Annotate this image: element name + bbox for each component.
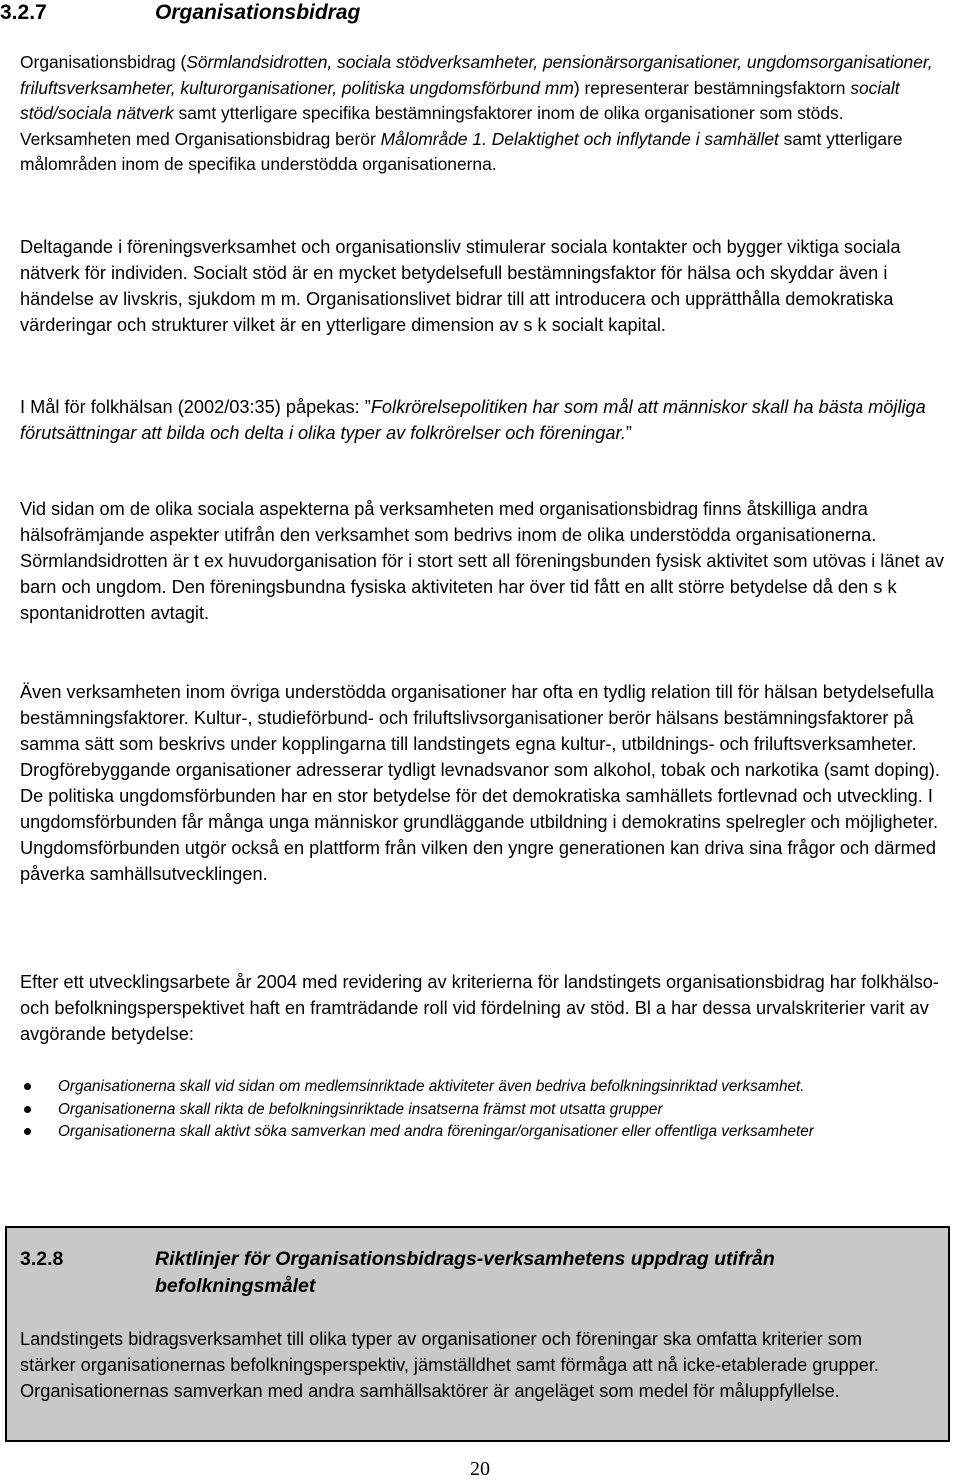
- text-span: I Mål för folkhälsan (2002/03:35) påpekas: ”: [20, 397, 371, 417]
- text-span: samt ytterligare målområden inom de specifika understödda organisationerna.: [20, 128, 903, 174]
- criteria-list: [20, 1076, 940, 1144]
- section-title: Organisationsbidrag: [155, 1, 361, 24]
- list-item-text: Organisationerna skall vid sidan om medlemsinriktade aktiviteter även bedriva befolkningsinriktad verksamhet.: [58, 1078, 805, 1095]
- text-span: Organisationsbidrag (: [20, 52, 187, 72]
- bullet-icon: [24, 1106, 31, 1113]
- list-item-text: Organisationerna skall aktivt söka samverkan med andra föreningar/organisationer eller offentliga verksamheter: [58, 1123, 814, 1140]
- italic-quote: Folkrörelsepolitiken har som mål att människor skall ha bästa möjliga förutsättningar att bilda och delta i olika typer av folkrörelser och föreningar.: [20, 397, 926, 443]
- paragraph-health-aspects: Vid sidan om de olika sociala aspekterna på verksamheten med organisationsbidrag finns åtskilliga andra hälsofrämjande aspekter utifrån den verksamhet som bedrivs inom de olika understödda organisationerna. Sörmlandsidrotten är t ex huvudorganisation för i stort sett all föreningsbunden fysisk aktivitet som utövas i länet av barn och ungdom. Den föreningsbundna fysiska aktiviteten har över tid fått en allt större betydelse då den s k spontanidrotten avtagit.: [20, 499, 944, 623]
- bullet-icon: [24, 1083, 31, 1090]
- guidelines-box: [5, 1226, 950, 1442]
- paragraph-quote: [20, 394, 945, 446]
- box-text: Landstingets bidragsverksamhet till olika typer av organisationer och föreningar ska omfatta kriterier som stärker organisationernas befolkningsperspektiv, jämställdhet samt förmåga att nå icke-etablerade grupper. Organisationernas samverkan med andra samhällsaktörer är angeläget som medel för måluppfyllelse.: [20, 1329, 879, 1401]
- bullet-icon: [24, 1128, 31, 1135]
- section-number: 3.2.7: [0, 1, 47, 24]
- paragraph-criteria: Efter ett utvecklingsarbete år 2004 med revidering av kriterierna för landstingets organisationsbidrag har folkhälso- och befolkningsperspektivet haft en framträdande roll vid fördelning av stöd. Bl a har dessa urvalskriterier varit av avgörande betydelse:: [20, 972, 939, 1044]
- text-span: samt ytterligare specifika bestämningsfaktorer inom de olika organisationer som stöds. Verksamheten med Organisationsbidrag berör: [20, 103, 844, 149]
- box-section-number: 3.2.8: [20, 1248, 64, 1270]
- paragraph-participation: Deltagande i föreningsverksamhet och organisationsliv stimulerar sociala kontakter och bygger viktiga sociala nätverk för individen. Socialt stöd är en mycket betydelsefull bestämningsfaktor för hälsa och skyddar även i händelse av livskris, sjukdom m m. Organisationslivet bidrar till att introducera och upprätthålla demokratiska värderingar och strukturer vilket är en ytterligare dimension av s k socialt kapital.: [20, 237, 901, 335]
- list-item: [20, 1076, 940, 1099]
- italic-span: socialt stöd/sociala nätverk: [20, 77, 900, 123]
- list-item: [20, 1099, 940, 1122]
- text-span: ) representerar bestämningsfaktorn: [573, 77, 851, 98]
- page-number: 20: [470, 1458, 490, 1480]
- list-item: [20, 1121, 940, 1144]
- italic-span: Målområde 1. Delaktighet och inflytande i samhället: [380, 128, 779, 149]
- text-span: ”: [625, 423, 632, 443]
- list-item-text: Organisationerna skall rikta de befolkningsinriktade insatserna främst mot utsatta grupper: [58, 1100, 663, 1118]
- italic-span: Sörmlandsidrotten, sociala stödverksamheter, pensionärsorganisationer, ungdomsorganisationer, friluftsverksamheter, kulturorganisationer, politiska ungdomsförbund mm: [20, 52, 933, 98]
- box-section-title: Riktlinjer för Organisationsbidrags-verksamhetens uppdrag utifrån befolkningsmålet: [155, 1248, 775, 1297]
- paragraph-other-organisations: Även verksamheten inom övriga understödda organisationer har ofta en tydlig relation till för hälsan betydelsefulla bestämningsfaktorer. Kultur-, studieförbund- och friluftslivsorganisationer berör hälsans bestämningsfaktorer på samma sätt som beskrivs under kopplingarna till landstingets egna kultur-, utbildnings- och friluftsverksamheter. Drogförebyggande organisationer adresserar tydligt levnadsvanor som alkohol, tobak och narkotika (samt doping). De politiska ungdomsförbunden har en stor betydelse för det demokratiska samhällets fortlevnad och utveckling. I ungdomsförbunden får många unga människor grundläggande utbildning i demokratins spelregler och möjligheter. Ungdomsförbunden utgör också en plattform från vilken den yngre generationen kan driva sina frågor och därmed påverka samhällsutvecklingen.: [20, 682, 940, 884]
- section-heading: [0, 0, 360, 30]
- paragraph-intro: [20, 50, 945, 178]
